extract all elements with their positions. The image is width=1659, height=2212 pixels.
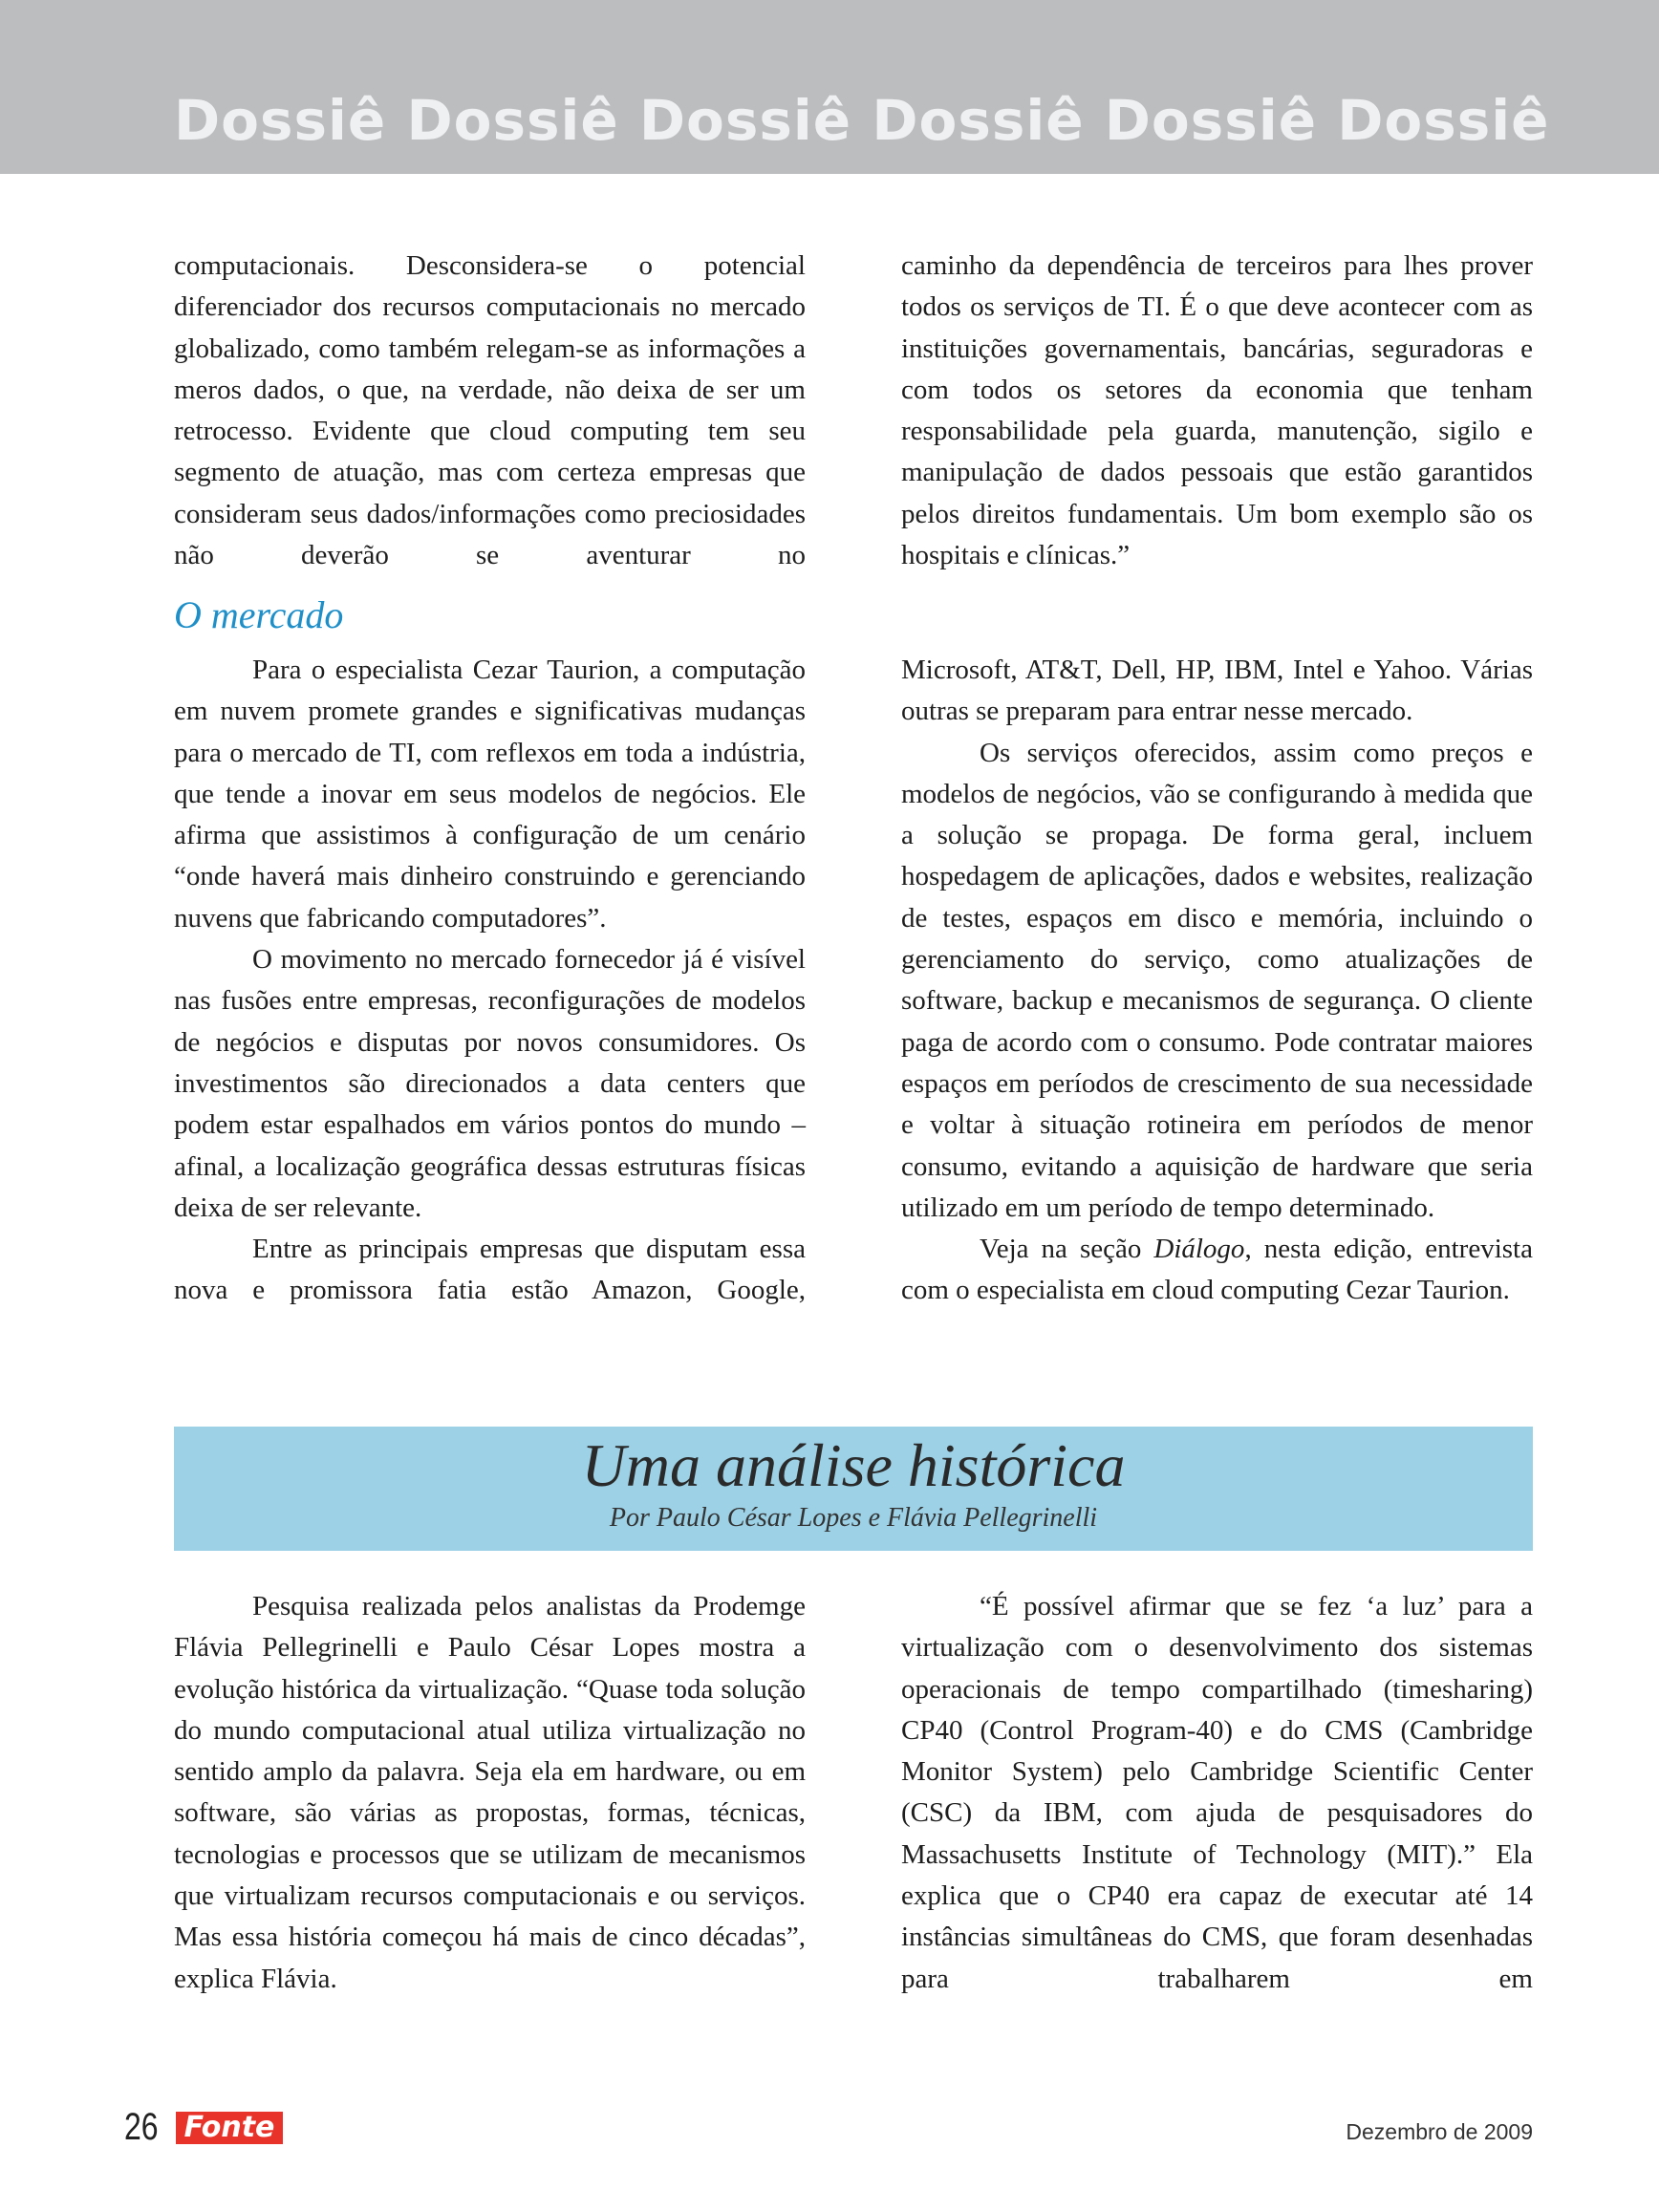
mercado-right-column [901,650,1533,1312]
closing-text-end: , nesta edição, entrevista com o especialista em cloud computing Cezar Taurion. [901,1234,1533,1306]
article-byline: Por Paulo César Lopes e Flávia Pellegrinelli [609,1503,1098,1533]
paragraph: computacionais. Desconsidera-se o potencial diferenciador dos recursos computacionais no mercado globalizado, como também relegam-se as informações a meros dados, o que, na verdade, não deixa de ser um retrocesso. Evidente que cloud computing tem seu segmento de atuação, mas com certeza empresas que consideram seus dados/informações como preciosidades não deverão se aventurar no [174,250,806,571]
paragraph: Para o especialista Cezar Taurion, a computação em nuvem promete grandes e significativas mudanças para o mercado de TI, com reflexos em toda a indústria, que tende a inovar em seus modelos de negócios. Ele afirma que assistimos à configuração de um cenário “onde haverá mais dinheiro construindo e gerenciando nuvens que fabricando computadores”. [174,655,806,934]
article-title: Uma análise histórica [581,1431,1126,1499]
page-number: 26 [124,2106,159,2148]
paragraph: O movimento no mercado fornecedor já é visível nas fusões entre empresas, reconfigurações de modelos de negócios e disputas por novos consumidores. Os investimentos são direcionados a data centers que podem estar espalhados em vários pontos do mundo – afinal, a localização geográfica dessas estruturas físicas deixa de ser relevante. [174,944,806,1223]
paragraph: “É possível afirmar que se fez ‘a luz’ para a virtualização com o desenvolvimento dos sistemas operacionais de tempo compartilhado (timesharing) CP40 (Control Program-40) e do CMS (Cambridge Monitor System) pelo Cambridge Scientific Center (CSC) da IBM, com ajuda de pesquisadores do Massachusetts Institute of Technology (MIT).” Ela explica que o CP40 era capaz de executar até 14 instâncias simultâneas do CMS, que foram desenhadas para trabalharem em [901,1591,1533,1994]
paragraph: Entre as principais empresas que disputam essa nova e promissora fatia estão Amazon, Google, [174,1234,806,1306]
paragraph: caminho da dependência de terceiros para lhes prover todos os serviços de TI. É o que deve acontecer com as instituições governamentais, bancárias, seguradoras e com todos os setores da economia que tenham responsabilidade pela guarda, manutenção, sigilo e manipulação de dados pessoais que estão garantidos pelos direitos fundamentais. Um bom exemplo são os hospitais e clínicas.” [901,250,1533,571]
dossie-banner [0,0,1659,174]
paragraph: Microsoft, AT&T, Dell, HP, IBM, Intel e Yahoo. Várias outras se preparam para entrar nesse mercado. [901,655,1533,727]
section-heading-o-mercado: O mercado [174,593,344,636]
analise-left-column [174,1586,806,2000]
paragraph: Pesquisa realizada pelos analistas da Prodemge Flávia Pellegrinelli e Paulo César Lopes mostra a evolução histórica da virtualização. “Quase toda solução do mundo computacional atual utiliza virtualização no sentido amplo da palavra. Seja ela em hardware, ou em software, são várias as propostas, formas, técnicas, tecnologias e processos que se utilizam de mecanismos que virtualizam recursos computacionais e ou serviços. Mas essa história começou há mais de cinco décadas”, explica Flávia. [174,1591,806,1994]
fonte-logo: Fonte [176,2112,283,2144]
top-left-column [174,246,806,576]
top-right-column [901,246,1533,576]
banner-text: Dossiê Dossiê Dossiê Dossiê Dossiê Dossiê [174,88,1550,153]
paragraph: Os serviços oferecidos, assim como preços e modelos de negócios, vão se configurando à medida que a solução se propaga. De forma geral, incluem hospedagem de aplicações, dados e websites, realização de testes, espaços em disco e memória, incluindo o gerenciamento do serviço, como atualizações de software, backup e mecanismos de segurança. O cliente paga de acordo com o consumo. Pode contratar maiores espaços em períodos de crescimento de sua necessidade e voltar à situação rotineira em períodos de menor consumo, evitando a aquisição de hardware que seria utilizado em um período de tempo determinado. [901,737,1533,1223]
analise-title-box [174,1427,1533,1551]
closing-italic-section: Diálogo [1153,1234,1245,1265]
analise-right-column [901,1586,1533,2000]
closing-paragraph [901,1229,1533,1312]
issue-date: Dezembro de 2009 [1346,2119,1533,2144]
closing-text-start: Veja na seção [980,1234,1154,1265]
mercado-left-column [174,650,806,1312]
